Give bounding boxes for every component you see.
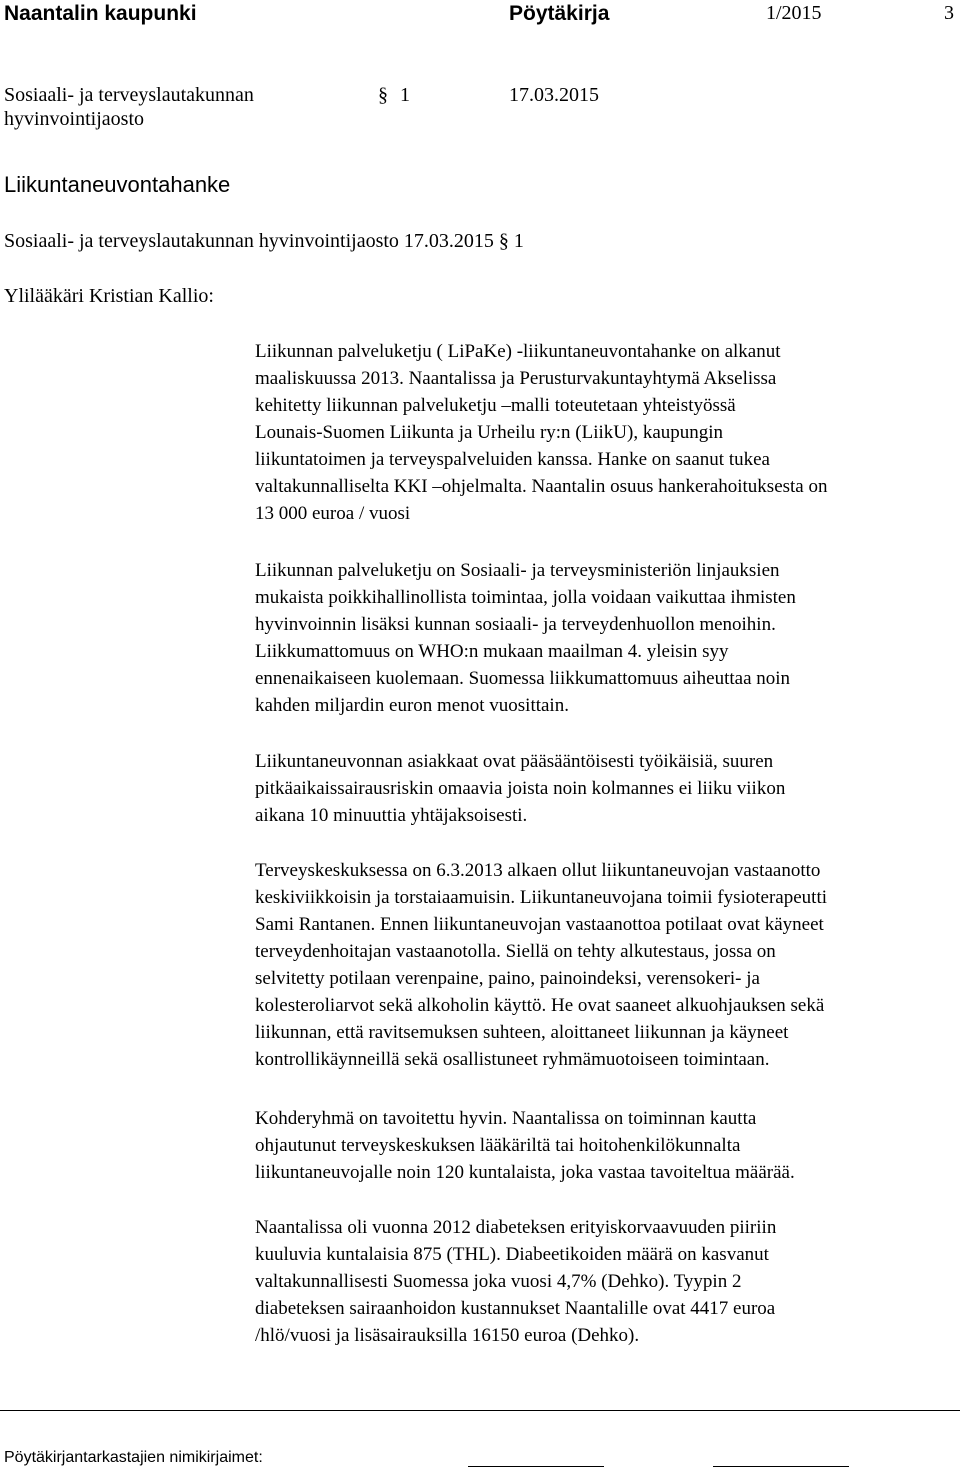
- text-line: selvitetty potilaan verenpaine, paino, painoindeksi, verensokeri- ja: [255, 968, 760, 989]
- paragraph-4: [255, 857, 955, 1073]
- text-line: keskiviikkoisin ja torstaiaamuisin. Liikuntaneuvojana toimii fysioterapeutti: [255, 887, 828, 908]
- text-line: Liikunnan palveluketju ( LiPaKe) -liikuntaneuvontahanke on alkanut: [255, 341, 781, 362]
- text-line: liikunnan, että ravitsemuksen suhteen, aloittaneet liikunnan ja käyneet: [255, 1022, 789, 1043]
- text-line: Terveyskeskuksessa on 6.3.2013 alkaen ollut liikuntaneuvojan vastaanotto: [255, 860, 821, 881]
- text-line: Liikunnan palveluketju on Sosiaali- ja terveysministeriön linjauksien: [255, 560, 780, 581]
- footer-signatures-label: Pöytäkirjantarkastajien nimikirjaimet:: [4, 1449, 263, 1466]
- section-sign: §: [378, 84, 388, 106]
- text-line: ennenaikaiseen kuolemaan. Suomessa liikkumattomuus aiheuttaa noin: [255, 668, 791, 689]
- signature-line-2: [713, 1466, 849, 1467]
- text-line: /hlö/vuosi ja lisäsairauksilla 16150 euroa (Dehko).: [255, 1325, 640, 1346]
- text-line: Liikkumattomuus on WHO:n mukaan maailman 4. yleisin syy: [255, 641, 729, 662]
- header-number: 1/2015: [766, 2, 822, 24]
- text-line: diabeteksen sairaanhoidon kustannukset Naantalille ovat 4417 euroa: [255, 1298, 776, 1319]
- paragraph-6: [255, 1214, 955, 1349]
- topic-reference: Sosiaali- ja terveyslautakunnan hyvinvointijaosto 17.03.2015 § 1: [4, 230, 524, 252]
- meeting-body-line2: hyvinvointijaosto: [4, 108, 144, 130]
- text-line: Sami Rantanen. Ennen liikuntaneuvojan vastaanottoa potilaat ovat käyneet: [255, 914, 824, 935]
- text-line: pitkäaikaissairausriskin omaavia joista noin kolmannes ei liiku viikon: [255, 778, 786, 799]
- text-line: Liikuntaneuvonnan asiakkaat ovat pääsääntöisesti työikäisiä, suuren: [255, 751, 774, 772]
- header-doc-type: Pöytäkirja: [509, 2, 610, 25]
- text-line: kontrollikäynneillä sekä osallistuneet ryhmämuotoiseen toimintaan.: [255, 1049, 770, 1070]
- header-page: 3: [944, 2, 954, 24]
- text-line: terveydenhoitajan vastaanotolla. Siellä on tehty alkutestaus, jossa on: [255, 941, 776, 962]
- text-line: liikuntatoimen ja terveyspalveluiden kanssa. Hanke on saanut tukea: [255, 449, 770, 470]
- text-line: 13 000 euroa / vuosi: [255, 503, 411, 524]
- header-organization: Naantalin kaupunki: [4, 2, 197, 25]
- text-line: valtakunnallisesti Suomessa joka vuosi 4,7% (Dehko). Tyypin 2: [255, 1271, 742, 1292]
- text-line: hyvinvoinnin lisäksi kunnan sosiaali- ja terveydenhuollon menoihin.: [255, 614, 776, 635]
- meeting-body-line1: Sosiaali- ja terveyslautakunnan: [4, 84, 254, 106]
- text-line: Naantalissa oli vuonna 2012 diabeteksen erityiskorvaavuuden piiriin: [255, 1217, 777, 1238]
- paragraph-3: [255, 748, 955, 829]
- footer-divider: [0, 1410, 960, 1411]
- paragraph-5: [255, 1105, 955, 1186]
- meeting-item-no: 1: [400, 84, 410, 106]
- topic-presenter: Ylilääkäri Kristian Kallio:: [4, 285, 214, 307]
- paragraph-1: [255, 338, 955, 527]
- text-line: Lounais-Suomen Liikunta ja Urheilu ry:n (LiikU), kaupungin: [255, 422, 724, 443]
- text-line: valtakunnalliselta KKI –ohjelmalta. Naantalin osuus hankerahoituksesta on: [255, 476, 828, 497]
- text-line: mukaista poikkihallinollista toimintaa, jolla voidaan vaikuttaa ihmisten: [255, 587, 796, 608]
- text-line: kehitetty liikunnan palveluketju –malli toteutetaan yhteistyössä: [255, 395, 736, 416]
- text-line: kuuluvia kuntalaisia 875 (THL). Diabeetikoiden määrä on kasvanut: [255, 1244, 769, 1265]
- text-line: maaliskuussa 2013. Naantalissa ja Perusturvakuntayhtymä Akselissa: [255, 368, 777, 389]
- topic-title: Liikuntaneuvontahanke: [4, 172, 231, 197]
- signature-line-1: [468, 1466, 604, 1467]
- meeting-date: 17.03.2015: [509, 84, 599, 106]
- paragraph-2: [255, 557, 955, 719]
- text-line: liikuntaneuvojalle noin 120 kuntalaista, joka vastaa tavoiteltua määrää.: [255, 1162, 795, 1183]
- text-line: kolesteroliarvot sekä alkoholin käyttö. He ovat saaneet alkuohjauksen sekä: [255, 995, 825, 1016]
- text-line: ohjautunut terveyskeskuksen lääkäriltä tai hoitohenkilökunnalta: [255, 1135, 741, 1156]
- text-line: aikana 10 minuuttia yhtäjaksoisesti.: [255, 805, 528, 826]
- text-line: Kohderyhmä on tavoitettu hyvin. Naantalissa on toiminnan kautta: [255, 1108, 757, 1129]
- text-line: kahden miljardin euron menot vuosittain.: [255, 695, 569, 716]
